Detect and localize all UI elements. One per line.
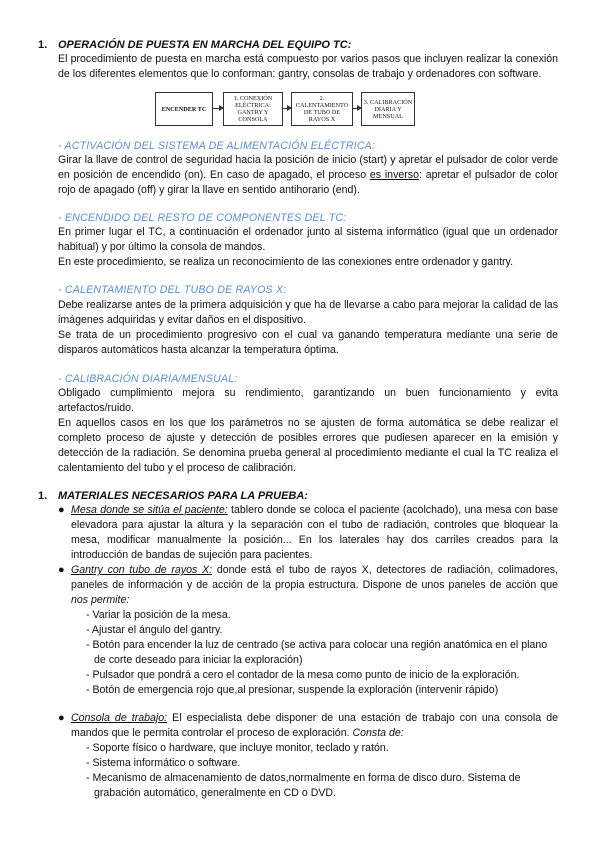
calibration-text [58, 386, 558, 476]
bullet-dot: ● [58, 712, 65, 724]
flow-step-electrical: 1. CONEXIÓN ELÉCTRICA: GANTRY Y CONSOLA [223, 92, 283, 126]
gantry-item: - Botón para encender la luz de centrado (se activa para colocar una región anatómica en el plano de corte deseado para iniciar la exploración) [86, 639, 548, 666]
table-lead: Mesa donde se sitúa el paciente: [71, 504, 228, 516]
section-1-number: 1. [38, 39, 48, 51]
console-item: - Soporte físico o hardware, que incluye monitor, teclado y ratón. [86, 742, 389, 754]
section-2-number: 1. [38, 490, 48, 502]
gantry-italic: nos permite: [71, 594, 130, 606]
flow-step-calibration: 3. CALIBRACIÓN DIARIA Y MENSUAL [361, 92, 415, 126]
gantry-item: - Botón de emergencia rojo que,al presionar, suspende la exploración (intervenir rápido) [86, 684, 499, 696]
gantry-lead: Gantry con tubo de rayos X: [71, 564, 213, 576]
console-item: - Mecanismo de almacenamiento de datos,normalmente en forma de disco duro. Sistema de grabación automático, generalmente en CD o DVD. [86, 772, 521, 799]
flow-step-power-on: ENCENDER TC [155, 92, 213, 126]
section-1-title: OPERACIÓN DE PUESTA EN MARCHA DEL EQUIPO TC: [58, 39, 352, 51]
console-italic: Consta de: [352, 727, 404, 739]
bullet-dot: ● [58, 564, 65, 576]
flow-step-warmup: 2. CALENTAMIENTO DE TUBO DE RAYOS X [291, 92, 353, 126]
intro-text: El procedimiento de puesta en marcha está compuesto por varios pasos que incluyen realizar la conexión de los diferentes elementos que lo conforman: gantry, consolas de trabajo y ordenadores con software. [58, 53, 558, 80]
bullet-console [58, 711, 558, 801]
section-2-title: MATERIALES NECESARIOS PARA LA PRUEBA: [58, 490, 308, 502]
console-item: - Sistema informático o software. [86, 757, 241, 769]
sub-heading-calibration: - CALIBRACIÓN DIARIA/MENSUAL: [58, 373, 238, 385]
table-text: tablero donde se coloca el paciente (acolchado), una mesa con base elevadora para ajustar la altura y la separación con el tubo de radiación, controles que bloquear la mesa, modificar manualmente la posición... En los laterales hay dos carriles creados para la introducción de bandas de sujeción para pacientes. [71, 504, 559, 561]
sub-heading-components: - ENCENDIDO DEL RESTO DE COMPONENTES DEL TC: [58, 212, 347, 224]
calibration-p2: En aquellos casos en los que los parámetros no se ajusten de forma automática se debe realizar el completo proceso de ajuste y detección de posibles errores que pudiesen aparecer en la emisión y detección de la radiación. Se denomina prueba general al procedimiento mediante el cual la TC realiza el calentamiento del tubo y el proceso de calibración. [58, 417, 558, 474]
sub-heading-power-supply: - ACTIVACIÓN DEL SISTEMA DE ALIMENTACIÓN ELÉCTRICA: [58, 140, 376, 152]
gantry-item: - Ajustar el ángulo del gantry. [86, 624, 223, 636]
section-2-heading [38, 489, 308, 504]
section-1-intro [58, 52, 558, 82]
bullet-dot: ● [58, 504, 65, 516]
section-1-heading [38, 38, 351, 53]
flow-arrow [213, 108, 223, 109]
bullet-gantry [58, 563, 558, 698]
components-p1: En primer lugar el TC, a continuación el ordenador junto al sistema informático (igual que un ordenador habitual) y por último la consola de mandos. [58, 226, 558, 253]
tube-warmup-p1: Debe realizarse antes de la primera adquisición y que ha de llevarse a cabo para mejorar la calidad de las imágenes adquiridas y evitar daños en el dispositivo. [58, 299, 558, 326]
power-supply-text-1: Girar la llave de control de seguridad hacia la posición de inicio (start) y apretar el pulsador de color verde en posición de encendido (on). En caso de apagado, el proceso [58, 154, 558, 181]
startup-flow-diagram [155, 92, 415, 128]
gantry-item: - Variar la posición de la mesa. [86, 609, 231, 621]
power-supply-text-2: : apretar el pulsador de color rojo de apagado (off) y girar la llave en sentido antihorario (end). [58, 169, 558, 196]
bullet-table [58, 503, 558, 563]
components-p2: En este procedimiento, se realiza un reconocimiento de las conexiones entre ordenador y gantry. [58, 256, 514, 268]
gantry-item: - Pulsador que pondrá a cero el contador de la mesa como punto de inicio de la exploración. [86, 669, 520, 681]
sub-heading-tube-warmup: - CALENTAMIENTO DEL TUBO DE RAYOS X: [58, 284, 287, 296]
gantry-text: donde está el tubo de rayos X, detectores de radiación, colimadores, paneles de información y de acción de la propia estructura. Dispone de unos paneles de acción que [71, 564, 558, 591]
tube-warmup-text [58, 298, 558, 358]
flow-arrow [353, 108, 361, 109]
power-supply-text [58, 153, 558, 198]
tube-warmup-p2: Se trata de un procedimiento progresivo con el cual va ganando temperatura mediante una serie de disparos automáticos hasta alcanzar la temperatura óptima. [58, 329, 558, 356]
console-text: El especialista debe disponer de una estación de trabajo con una consola de mandos que le permita controlar el proceso de exploración. [71, 712, 558, 739]
components-text [58, 225, 558, 270]
calibration-p1: Obligado cumplimiento mejora su rendimiento, garantizando un buen funcionamiento y evita artefactos/ruido. [58, 387, 558, 414]
flow-arrow [283, 108, 291, 109]
power-supply-underlined: es inverso [369, 169, 419, 181]
console-lead: Consola de trabajo: [71, 712, 168, 724]
